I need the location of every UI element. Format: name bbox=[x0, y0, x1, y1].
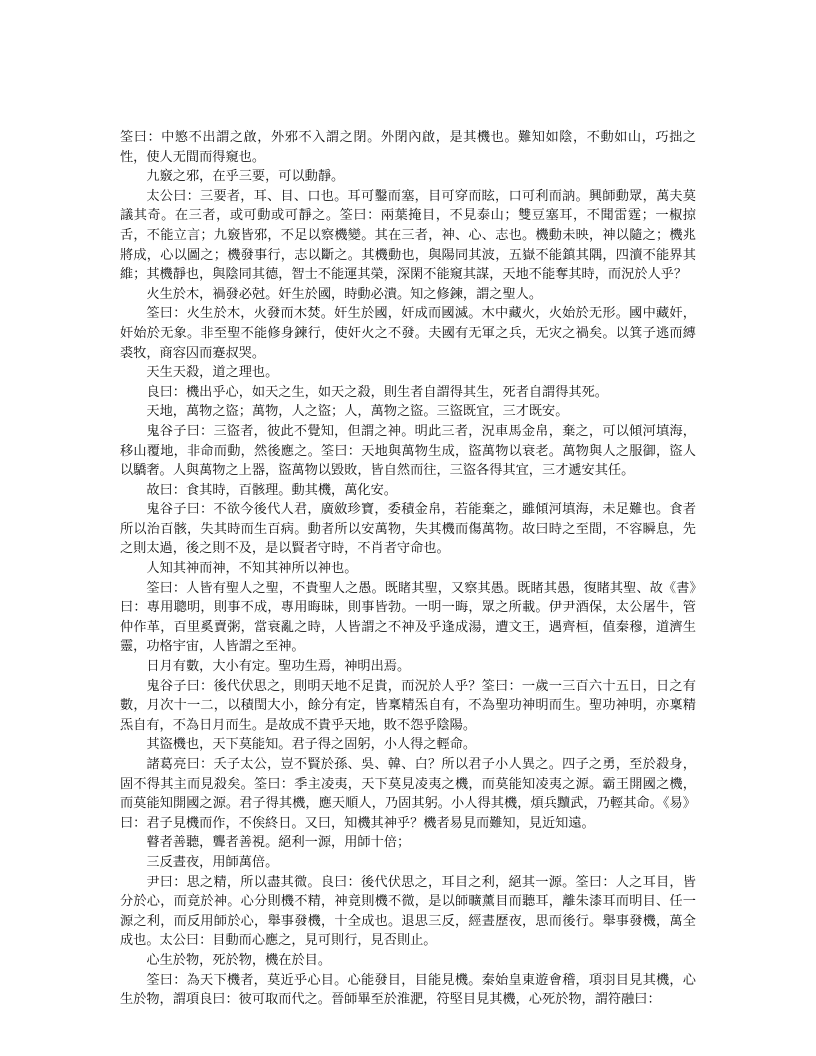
paragraph: 筌曰：中慜不出謂之啟，外邪不入謂之閉。外閉內啟，是其機也。難知如陰，不動如山，巧拙之性，使人无間而得窺也。 bbox=[120, 130, 696, 165]
paragraph: 良曰：機出乎心，如天之生，如天之殺，則生者自謂得其生，死者自謂得其死。 bbox=[146, 384, 608, 400]
paragraph: 筌曰：火生於木，火發而木焚。奸生於國，奸成而國滅。木中藏火，火始於无形。國中藏奸，奸始於无象。非至聖不能修身鍊行，使奸火之不發。夫國有无軍之兵，无灾之禍矣。以箕子逃而縛裘牧，商容囚而蹇叔哭。 bbox=[120, 306, 696, 361]
paragraph: 筌曰：人皆有聖人之聖，不貴聖人之愚。既睹其聖，又察其愚。既睹其愚，復睹其聖、故《書》曰：專用聰明，則事不成，專用晦昧，則事皆勃。一明一晦，眾之所載。伊尹酒保，太公屠牛，管仲作革，百里奚賣粥，當衰亂之時，人皆謂之不神及乎逢成湯，遭文王，遇齊桓，值秦穆，道濟生靈，功格宇宙，人皆謂之至神。 bbox=[120, 580, 696, 655]
paragraph: 諸葛亮曰：夭子太公，豈不賢於孫、吳、韓、白？所以君子小人異之。四子之勇，至於殺身，固不得其主而見殺矣。筌曰：季主凌夷，天下莫見凌夷之機，而莫能知凌夷之源。霸王開國之機，而莫能知開國之源。君子得其機，應天順人，乃固其躬。小人得其機，煩兵黷武，乃輕其命。《易》曰：君子見機而作，不俟終日。又曰，知機其神乎？機者易見而難知，見近知遠。 bbox=[120, 757, 696, 831]
paragraph: 鬼谷子曰：三盜者，彼此不覺知，但謂之神。明此三者，況車馬金帛，棄之，可以傾河填海，移山覆地，非命而動，然後應之。筌曰：天地與萬物生成，盜萬物以衰老。萬物與人之服御，盜人以驕奢。人與萬物之上器，盜萬物以毀敗，皆自然而往，三盜各得其宜，三才遞安其任。 bbox=[120, 423, 696, 479]
paragraph: 其盜機也，天下莫能知。君子得之固躬，小人得之輕命。 bbox=[146, 737, 477, 753]
paragraph: 九竅之邪，在乎三要，可以動靜。 bbox=[146, 169, 345, 185]
paragraph: 瞽者善聽，聾者善視。絕利一源，用師十倍； bbox=[146, 835, 411, 851]
paragraph: 天生天殺，道之理也。 bbox=[146, 365, 279, 381]
paragraph: 人知其神而神，不知其神所以神也。 bbox=[146, 561, 358, 577]
paragraph: 日月有數，大小有定。聖功生焉，神明出焉。 bbox=[146, 659, 411, 675]
paragraph: 鬼谷子曰：後代伏思之，則明天地不足貴，而況於人乎？筌曰：一歲一三百六十五日，日之有數，月次十一二，以積閏大小，餘分有定，皆稟精炁自有，不為聖功神明而生。聖功神明，亦稟精炁自有，不為日月而生。是故成不貴乎天地，敗不怨乎陰陽。 bbox=[120, 678, 696, 733]
paragraph: 三反晝夜，用師萬倍。 bbox=[146, 854, 279, 870]
paragraph: 尹曰：思之精，所以盡其微。良曰：後代伏思之，耳目之利，絕其一源。筌曰：人之耳目，皆分於心，而竟於神。心分則機不精，神竟則機不微，是以師曠薰目而聽耳，離朱漆耳而明目、任一源之利，而反用師於心，舉事發機，十全成也。退思三反，經晝歷夜，思而後行。舉事發機，萬全成也。太公曰：目動而心應之，見可則行，見否則止。 bbox=[120, 874, 696, 949]
paragraph: 筌曰：為天下機者，莫近乎心目。心能發目，目能見機。秦始皇東遊會稽，項羽目見其機，心生於物，謂項良曰：彼可取而代之。晉師畢至於淮淝，符堅目見其機，心死於物，謂符融曰： bbox=[120, 972, 696, 1008]
document-body bbox=[120, 128, 696, 1010]
paragraph: 故曰：食其時，百骸理。動其機，萬化安。 bbox=[146, 482, 397, 498]
paragraph: 鬼谷子曰：不欲今後代人君，廣斂珍寶，委積金帛，若能棄之，雖傾河填海，未足難也。食者所以治百骸，失其時而生百病。動者所以安萬物，失其機而傷萬物。故曰時之至間，不容瞬息，先之則太過，後之則不及，是以賢者守時，不肖者守命也。 bbox=[120, 502, 696, 557]
paragraph: 火生於木，禍發必尅。奸生於國，時動必潰。知之修鍊，謂之聖人。 bbox=[146, 286, 543, 302]
paragraph: 太公曰：三要者，耳、目、口也。耳可鑿而塞，目可穿而眩，口可利而訥。興師動眾，萬夫莫議其奇。在三者，或可動或可靜之。筌曰：兩葉掩目，不見泰山；雙豆塞耳，不聞雷霆；一椒掠舌，不能立言；九竅皆邪，不足以察機變。其在三者，神、心、志也。機動未映，神以隨之；機兆將成，心以圖之；機發事行，志以斷之。其機動也，與陽同其波，五嶽不能鎮其隅，四瀆不能界其維；其機靜也，與陰同其德，智士不能運其榮，深閑不能窺其謀，天地不能奪其時，而況於人乎？ bbox=[120, 188, 696, 283]
paragraph: 天地，萬物之盜；萬物，人之盜；人，萬物之盜。三盜既宜，三才既安。 bbox=[146, 404, 569, 420]
paragraph: 心生於物，死於物，機在於目。 bbox=[146, 952, 332, 968]
